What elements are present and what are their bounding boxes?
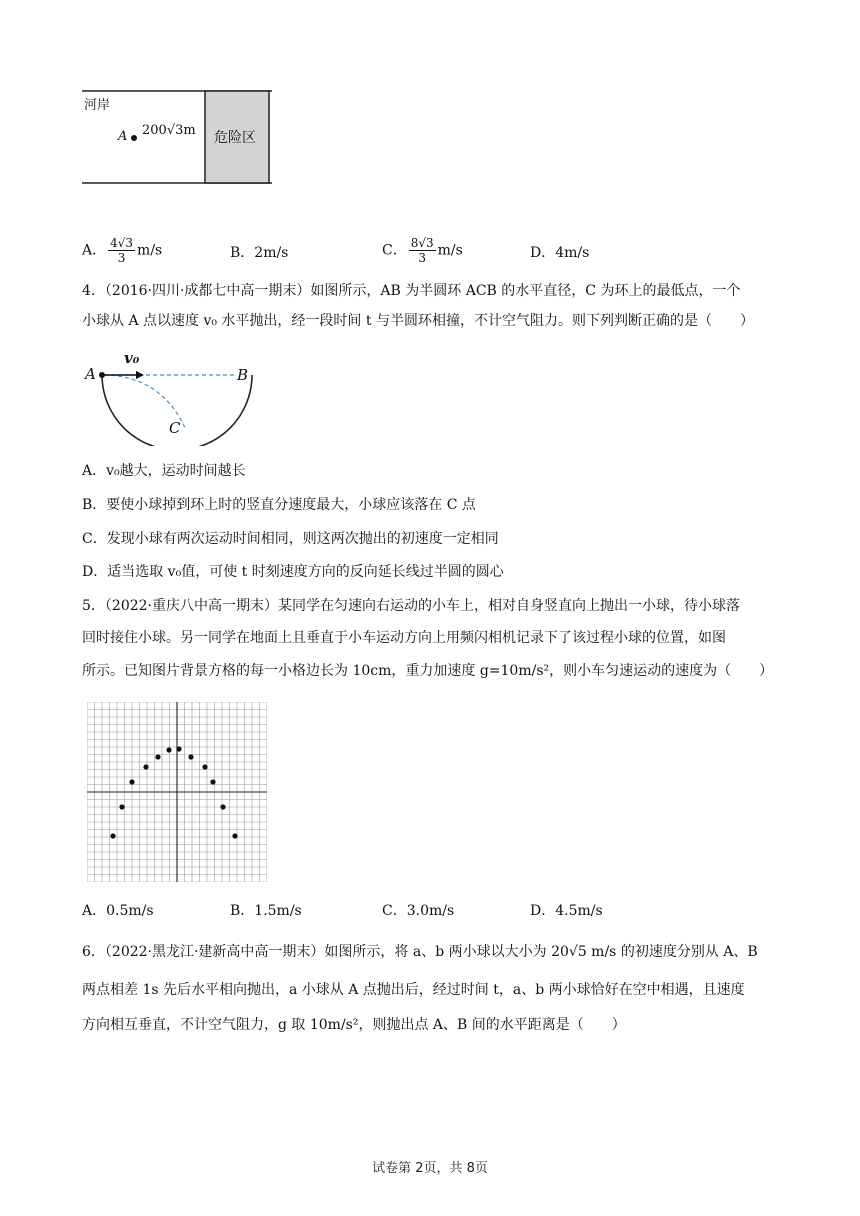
point-b-label: B [237,366,249,384]
danger-zone-label: 危险区 [214,130,256,146]
ball-position [220,804,225,809]
q4-option-d: D．适当选取 v₀值，可使 t 时刻速度方向的反向延长线过半圆的圆心 [82,564,504,580]
distance-label: 200√3m [142,123,196,138]
q3-option-b: B．2m/s [230,245,289,261]
q3-option-a: A． $\frac{4√3}{3}$ m/s [82,236,163,265]
point-a-label: A [85,365,96,383]
ball-position [188,754,193,759]
river-figure [82,90,282,186]
point-c-label: C [169,419,181,437]
q6-stem-line1: 6．（2022·黑龙江·建新高中高一期末）如图所示，将 a、b 两小球以大小为 20√5 m/s 的初速度分别从 A、B [82,944,758,960]
page-footer: 试卷第 2页，共 8页 [372,1161,488,1176]
semicircle-figure [82,346,262,446]
q3-option-a-fraction: $\frac{4√3}{3}$ [110,236,134,265]
q6-stem-line3: 方向相互垂直，不计空气阻力，g 取 10m/s²，则抛出点 A、B 间的水平距离是（ ） [82,1017,626,1033]
ball-position [129,779,134,784]
q3-option-d: D．4m/s [530,245,590,261]
ball-position [143,764,148,769]
velocity-label: v₀ [124,349,140,367]
ball-position [202,764,207,769]
q4-stem-line1: 4．（2016·四川·成都七中高一期末）如图所示，AB 为半圆环 ACB 的水平直径，C 为环上的最低点，一个 [82,283,741,299]
ball-position [155,754,160,759]
strobe-grid [87,702,267,882]
ball-position [110,833,115,838]
q4-option-a: A．v₀越大，运动时间越长 [82,463,246,479]
ball-position [166,747,171,752]
q3-option-c-fraction: $\frac{8√3}{3}$ [410,236,434,265]
point-a-label: A [118,129,128,144]
q5-option-c: C．3.0m/s [382,903,455,919]
q5-stem-line3: 所示。已知图片背景方格的每一小格边长为 10cm，重力加速度 g=10m/s²，则小车匀速运动的速度为（ ） [82,663,774,679]
q4-option-b: B．要使小球掉到环上时的竖直分速度最大，小球应该落在 C 点 [82,497,476,513]
river-bank-label: 河岸 [84,98,111,113]
ball-position [210,779,215,784]
ball-position [119,804,124,809]
ball-position [232,833,237,838]
ball-position [176,746,181,751]
q6-stem-line2: 两点相差 1s 先后水平相向抛出，a 小球从 A 点抛出后，经过时间 t，a、b 两小球恰好在空中相遇，且速度 [82,982,745,998]
q4-stem-line2: 小球从 A 点以速度 v₀ 水平抛出，经一段时间 t 与半圆环相撞，不计空气阻力。则下列判断正确的是（ ） [82,313,754,329]
q5-stem-line1: 5．（2022·重庆八中高一期末）某同学在匀速向右运动的小车上，相对自身竖直向上抛出一小球，待小球落 [82,598,740,614]
q5-option-d: D．4.5m/s [530,903,603,919]
q5-stem-line2: 回时接住小球。另一同学在地面上且垂直于小车运动方向上用频闪相机记录下了该过程小球的位置，如图 [82,630,726,646]
q5-option-a: A．0.5m/s [82,903,154,919]
q4-option-c: C．发现小球有两次运动时间相同，则这两次抛出的初速度一定相同 [82,531,499,547]
q3-option-c: C． $\frac{8√3}{3}$ m/s [382,236,463,265]
q5-option-b: B．1.5m/s [230,903,302,919]
grid-figure [87,702,267,882]
